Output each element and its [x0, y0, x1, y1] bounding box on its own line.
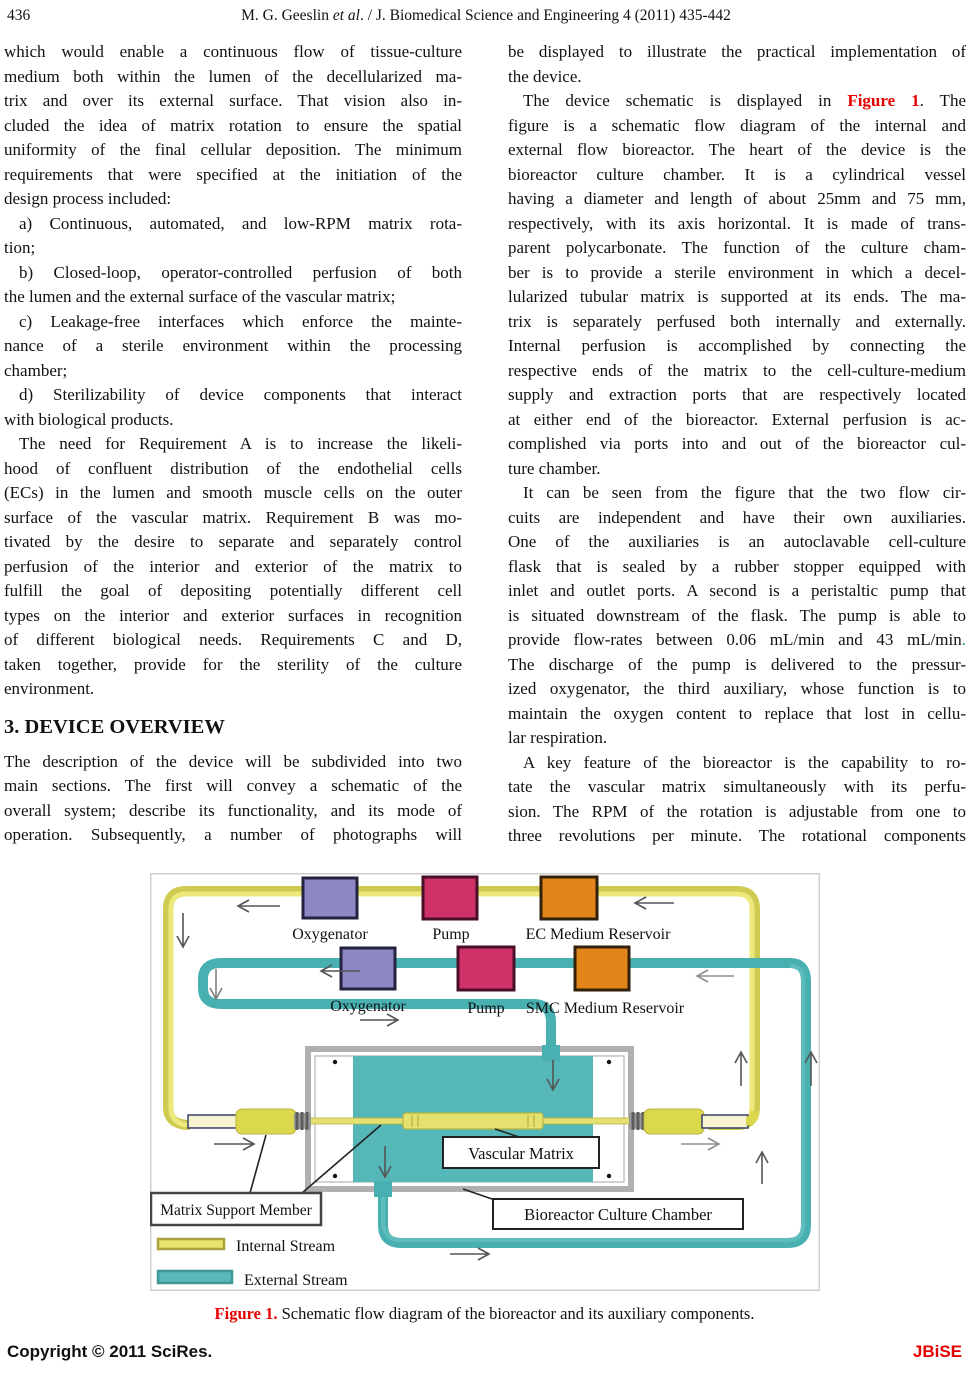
text-line [508, 677, 966, 702]
text-segment: complished via ports into and out of the bioreactor cul- [508, 434, 966, 453]
text-segment: respectively, with its axis horizontal. It is made of trans- [508, 213, 966, 233]
text-line [4, 212, 462, 237]
text-line [4, 89, 462, 114]
text-line [508, 310, 966, 335]
text-segment: One of the auxiliaries is an autoclavable cell-culture [508, 532, 966, 551]
vascular-matrix-label: Vascular Matrix [468, 1143, 574, 1163]
flow-arrow-right [214, 1138, 254, 1150]
text-line [4, 236, 462, 261]
text-line [508, 653, 966, 678]
smc-reservoir-label: SMC Medium Reservoir [525, 999, 685, 1017]
text-segment: cluded the idea of matrix rotation to ensure the spatial [4, 115, 462, 135]
figure-caption [0, 1304, 969, 1324]
text-line [4, 334, 462, 359]
text-segment: with biological products. [4, 409, 174, 429]
text-line [508, 555, 966, 580]
oxygenator-label-mid: Oxygenator [330, 997, 406, 1015]
text-segment: The need for Requirement A is to increase the likeli- [19, 434, 462, 453]
flow-arrow-right [450, 1248, 489, 1260]
text-line [508, 187, 966, 212]
text-line [4, 579, 462, 604]
text-line [508, 114, 966, 139]
text-line [4, 359, 462, 384]
ec-medium-reservoir-box [541, 877, 597, 919]
text-line [508, 383, 966, 408]
text-line [508, 236, 966, 261]
text-segment: bioreactor culture chamber. It is a cylindrical vessel [508, 164, 966, 184]
text-segment: cuits are independent and have their own auxiliaries. [508, 507, 966, 527]
two-column-body [0, 25, 969, 849]
flow-arrow-up [756, 1152, 768, 1184]
text-line [4, 432, 462, 457]
text-line [4, 530, 462, 555]
running-title-rest: . / J. Biomedical Science and Engineering 4 (2011) 435-442 [359, 7, 731, 24]
oxygenator-label-top: Oxygenator [292, 925, 368, 943]
oxygenator-box-top [303, 878, 357, 918]
text-segment: hood of confluent distribution of the endothelial cells [4, 458, 462, 478]
text-segment: uniformity of the final cellular deposition. The minimum [4, 140, 462, 159]
text-line [4, 40, 462, 65]
text-line [508, 285, 966, 310]
text-segment: at either end of the bioreactor. External perfusion is ac- [508, 409, 966, 429]
text-segment: three revolutions per minute. The rotational components [508, 826, 966, 845]
text-line [508, 751, 966, 776]
figure-1 [150, 873, 969, 1296]
left-column [4, 40, 462, 849]
text-line [508, 334, 966, 359]
text-line [508, 89, 966, 114]
text-segment: lularized tubular matrix is supported at its ends. The ma- [508, 287, 966, 306]
text-segment: fulfill the goal of depositing potentially different cell [4, 581, 462, 600]
text-segment: trix is separately perfused both internally and externally. [508, 311, 966, 331]
flow-arrow-left [238, 900, 280, 912]
text-line [508, 65, 966, 90]
page-footer [0, 1342, 969, 1362]
text-segment: of different biological needs. Requirements C and D, [4, 630, 462, 649]
text-segment: chamber; [4, 360, 68, 380]
internal-stream-swatch [158, 1239, 224, 1249]
text-segment: design process included: [4, 189, 172, 208]
text-segment: trix and over its external surface. That vision also in- [4, 91, 462, 110]
copyright-text: Copyright © 2011 SciRes. [7, 1341, 213, 1361]
text-segment: supply and extraction ports that are respectively located [508, 385, 966, 404]
text-line [508, 628, 966, 653]
flow-arrow-left [635, 897, 674, 909]
text-segment: c) Leakage-free interfaces which enforce the mainte- [19, 311, 462, 331]
text-segment: b) Closed-loop, operator-controlled perfusion of both [19, 262, 462, 282]
chamber-top-port [542, 1045, 560, 1061]
text-line [4, 799, 462, 824]
text-segment: medium both within the lumen of the decellularized ma- [4, 66, 462, 86]
flow-arrow-right [681, 1138, 719, 1150]
chamber-screw [333, 1059, 337, 1063]
text-line [508, 261, 966, 286]
figure-caption-text: Schematic flow diagram of the bioreactor and its auxiliary components. [277, 1303, 755, 1323]
text-line [508, 359, 966, 384]
figure-caption-label: Figure 1. [214, 1303, 278, 1323]
text-segment: flask that is sealed by a rubber stopper equipped with [508, 556, 966, 576]
text-segment: maintain the oxygen content to replace that lost in cellu- [508, 703, 966, 723]
flow-arrow-down [210, 969, 222, 999]
text-segment: having a diameter and length of about 25mm and 75 mm, [508, 189, 966, 208]
text-segment: main sections. The first will convey a schematic of the [4, 776, 462, 795]
text-line [508, 40, 966, 65]
text-line [508, 408, 966, 433]
text-segment: ber is to provide a sterile environment in which a decel- [508, 262, 966, 282]
text-line [508, 138, 966, 163]
chamber-label: Bioreactor Culture Chamber [524, 1204, 712, 1224]
text-segment: tivated by the desire to separate and separately control [4, 532, 462, 551]
text-segment: perfusion of the interior and exterior of the matrix to [4, 556, 462, 576]
text-line [508, 702, 966, 727]
text-line [4, 261, 462, 286]
text-segment: tate the vascular matrix simultaneously with its perfu- [508, 777, 966, 796]
journal-logo: JBiSE [912, 1341, 962, 1361]
flow-arrow-up [735, 1052, 747, 1086]
section-heading: 3. DEVICE OVERVIEW [4, 715, 225, 738]
text-segment: taken together, provide for the sterility of the culture [4, 654, 462, 674]
text-line [508, 212, 966, 237]
text-segment: external flow bioreactor. The heart of the device is the [508, 140, 966, 159]
text-line [508, 604, 966, 629]
text-segment: d) Sterilizability of device components that interact [19, 385, 462, 404]
text-segment: types on the interior and exterior surfaces in recognition [4, 605, 462, 625]
text-segment: is situated downstream of the flask. The pump is able to [508, 605, 966, 625]
text-line [508, 506, 966, 531]
text-segment: lar respiration. [508, 728, 608, 747]
text-segment: requirements that were specified at the initiation of the [4, 164, 462, 184]
text-line [508, 432, 966, 457]
text-segment: nance of a sterile environment within the processing [4, 336, 462, 355]
text-segment: The device schematic is displayed in [523, 91, 848, 110]
text-line [4, 677, 462, 702]
text-line [4, 114, 462, 139]
text-segment: parent polycarbonate. The function of the culture cham- [508, 238, 966, 257]
page-header [0, 0, 969, 25]
text-segment: provide flow-rates between 0.06 mL/min and 43 mL/min [508, 630, 962, 649]
text-line [508, 775, 966, 800]
running-title-authors: M. G. Geeslin [241, 7, 333, 24]
text-segment: tion; [4, 238, 36, 257]
ec-reservoir-label: EC Medium Reservoir [525, 925, 671, 943]
text-line [4, 285, 462, 310]
external-stream-swatch [158, 1271, 232, 1283]
pump-box-top [423, 877, 477, 919]
vascular-matrix [403, 1113, 543, 1129]
text-segment: sion. The RPM of the rotation is adjustable from one to [508, 801, 966, 821]
figure-1-schematic [150, 873, 820, 1291]
text-line [4, 383, 462, 408]
text-segment: operation. Subsequently, a number of photographs will [4, 825, 462, 844]
text-segment: Internal perfusion is accomplished by connecting the [508, 336, 966, 355]
text-line [4, 481, 462, 506]
page-number: 436 [7, 7, 31, 24]
text-segment: ized oxygenator, the third auxiliary, whose function is to [508, 679, 966, 698]
text-segment: The description of the device will be subdivided into two [4, 751, 462, 771]
text-segment: . The [919, 91, 966, 110]
oxygenator-box-mid [341, 948, 395, 989]
matrix-support-right [629, 1109, 755, 1134]
text-line [4, 457, 462, 482]
text-segment: which would enable a continuous flow of tissue-culture [4, 42, 462, 61]
text-line [4, 750, 462, 775]
text-segment: environment. [4, 679, 95, 698]
text-line [4, 555, 462, 580]
text-segment: inlet and outlet ports. A second is a peristaltic pump that [508, 581, 966, 600]
text-line [508, 726, 966, 751]
chamber-screw [607, 1059, 611, 1063]
text-segment: A key feature of the bioreactor is the capability to ro- [523, 752, 966, 772]
pump-label-mid: Pump [467, 999, 505, 1017]
text-segment: . [961, 630, 966, 649]
text-line [4, 604, 462, 629]
matrix-support-left [188, 1109, 311, 1134]
text-segment: surface of the vascular matrix. Requirement B was mo- [4, 507, 462, 527]
text-line [508, 457, 966, 482]
text-line [4, 65, 462, 90]
text-line [4, 187, 462, 212]
text-segment: figure is a schematic flow diagram of the internal and [508, 115, 966, 135]
smc-medium-reservoir-box [575, 947, 629, 990]
text-line [508, 579, 966, 604]
text-segment: overall system; describe its functionality, and its mode of [4, 800, 462, 820]
text-line [508, 800, 966, 825]
text-segment: respective ends of the matrix to the cell-culture-medium [508, 360, 966, 380]
text-line [4, 628, 462, 653]
external-stream-label: External Stream [244, 1271, 348, 1289]
pump-label-top: Pump [432, 925, 470, 943]
text-line [4, 774, 462, 799]
text-segment: be displayed to illustrate the practical implementation of [508, 42, 966, 61]
text-line [4, 310, 462, 335]
text-line [508, 530, 966, 555]
text-line [4, 138, 462, 163]
text-segment: (ECs) in the lumen and smooth muscle cells on the outer [4, 483, 462, 502]
text-segment: the lumen and the external surface of the vascular matrix; [4, 287, 396, 306]
text-segment: It can be seen from the figure that the two flow cir- [523, 483, 966, 502]
text-line [4, 653, 462, 678]
text-segment: a) Continuous, automated, and low-RPM matrix rota- [19, 213, 462, 233]
matrix-support-label: Matrix Support Member [160, 1201, 312, 1219]
text-segment: the device. [508, 66, 582, 86]
text-line [4, 506, 462, 531]
text-line [4, 163, 462, 188]
internal-stream-label: Internal Stream [236, 1237, 336, 1255]
text-segment: ture chamber. [508, 458, 601, 478]
chamber-screw [333, 1173, 337, 1177]
running-title-etal: et al [332, 7, 360, 24]
text-segment: The discharge of the pump is delivered to the pressur- [508, 654, 966, 674]
text-line [4, 408, 462, 433]
chamber-screw [607, 1173, 611, 1177]
text-line [4, 823, 462, 848]
pump-box-mid [458, 947, 514, 990]
text-line [508, 163, 966, 188]
flow-arrow-left [697, 970, 734, 982]
chamber-bottom-port [374, 1181, 392, 1197]
figure-legend [158, 1238, 348, 1289]
flow-arrow-right [360, 1014, 398, 1026]
running-title [117, 7, 855, 25]
right-column [508, 40, 966, 849]
flow-arrow-down [177, 913, 189, 947]
text-line [508, 824, 966, 849]
figure-reference: Figure 1 [847, 91, 920, 110]
text-line [508, 481, 966, 506]
